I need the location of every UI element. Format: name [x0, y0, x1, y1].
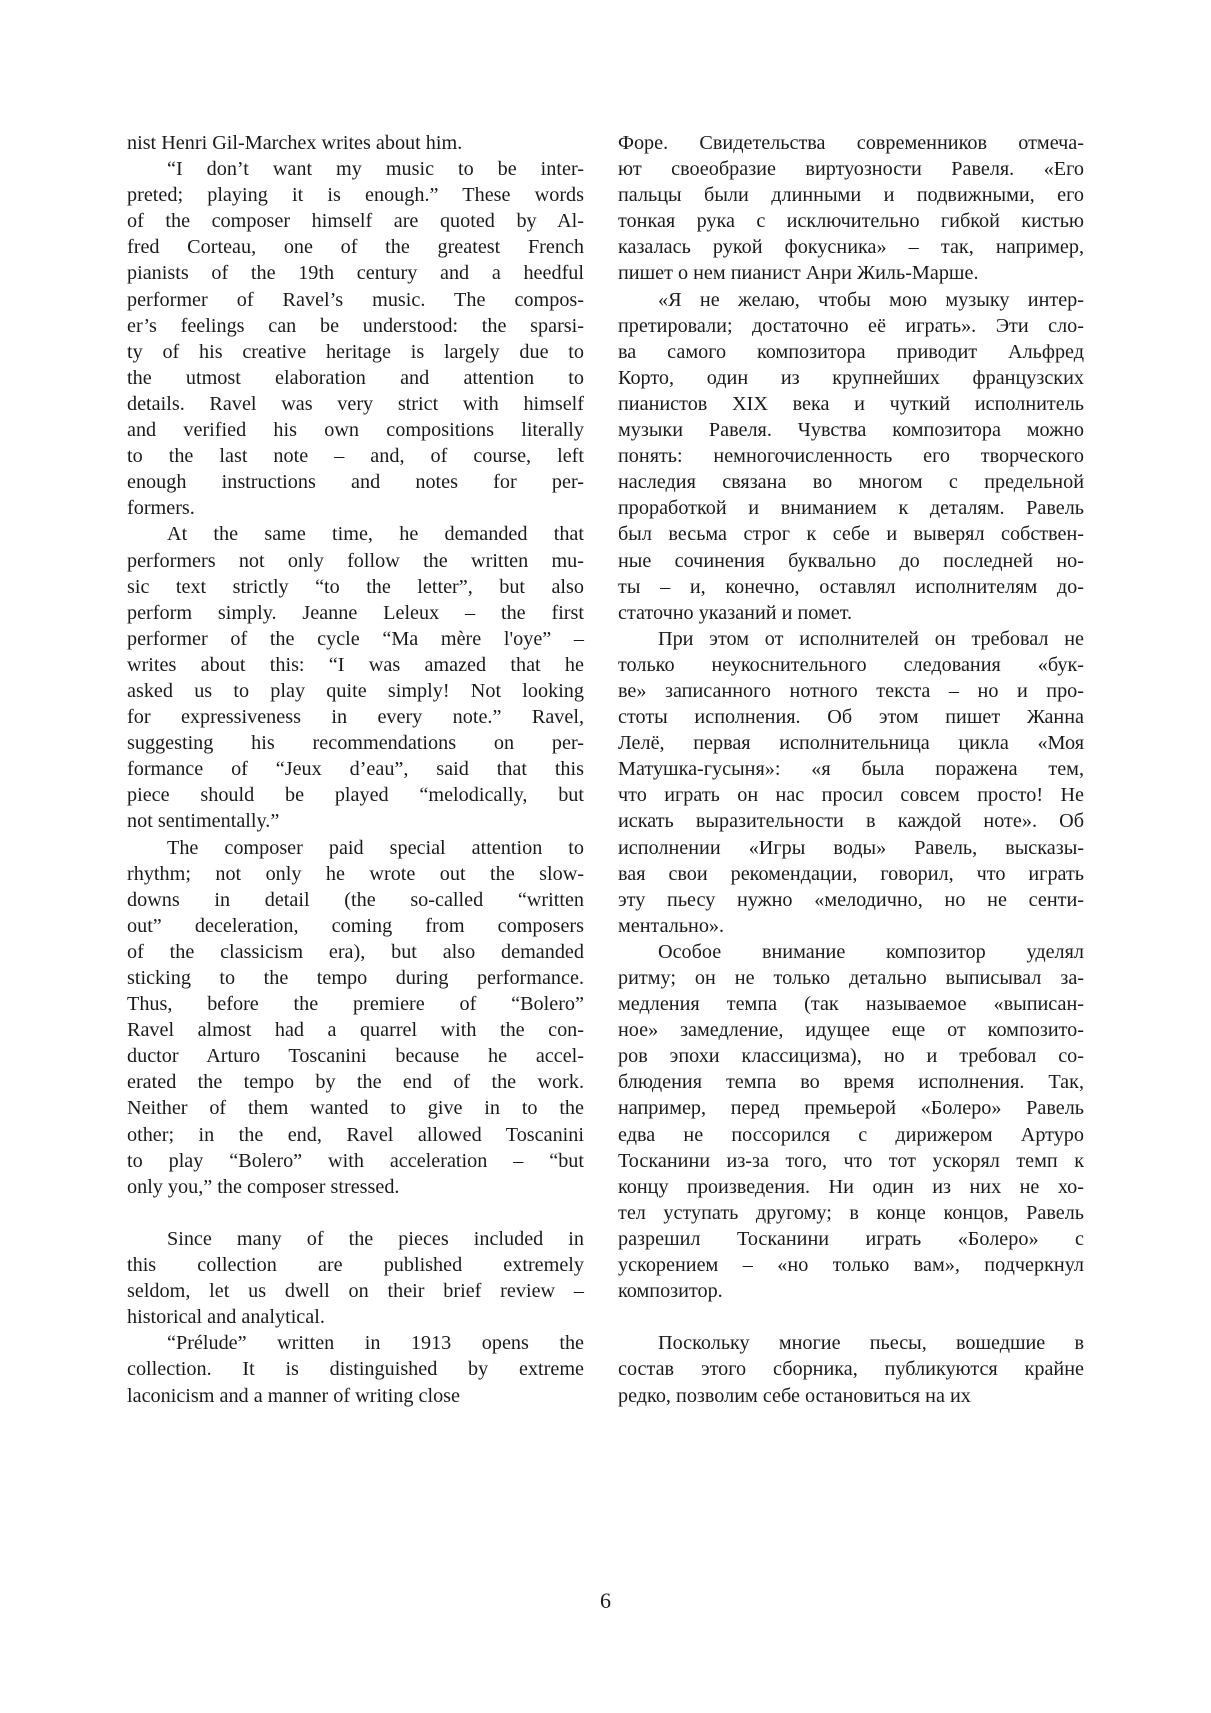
- text-line: был весьма строг к себе и выверял собствен-: [618, 523, 1084, 546]
- text-line: details. Ravel was very strict with himself: [127, 392, 584, 415]
- paragraph: [618, 626, 1084, 939]
- text-line: only you,” the composer stressed.: [127, 1175, 400, 1198]
- text-line: erated the tempo by the end of the work.: [127, 1071, 584, 1094]
- text-line: and verified his own compositions literally: [127, 419, 584, 442]
- text-line: что играть он нас просил совсем просто! Не: [618, 784, 1084, 807]
- text-line: ные сочинения буквально до последней но-: [618, 549, 1084, 572]
- text-line: «Я не желаю, чтобы мою музыку интер-: [658, 288, 1084, 311]
- text-line: out” deceleration, coming from composers: [127, 914, 584, 937]
- text-line: ве» записанного нотного текста – но и про-: [618, 679, 1084, 702]
- text-line: Тосканини из-за того, что тот ускорял темп к: [618, 1149, 1084, 1172]
- paragraph: [618, 939, 1084, 1304]
- text-line: ритму; он не только детально выписывал за-: [618, 967, 1084, 989]
- text-line: other; in the end, Ravel allowed Toscanini: [127, 1123, 584, 1146]
- text-line: медления темпа (так называемое «выписан-: [618, 993, 1084, 1016]
- text-line: редко, позволим себе остановиться на их: [618, 1384, 971, 1407]
- text-line: Особое внимание композитор уделял: [658, 940, 1084, 963]
- paragraph: [127, 835, 584, 1200]
- text-line: formers.: [127, 497, 195, 520]
- text-line: to the last note – and, of course, left: [127, 445, 584, 468]
- text-line: ментально».: [618, 914, 725, 937]
- text-line: блюдения темпа во время исполнения. Так,: [618, 1071, 1084, 1094]
- text-line: “I don’t want my music to be inter-: [167, 158, 584, 181]
- text-line: the utmost elaboration and attention to: [127, 366, 584, 389]
- text-line: композитор.: [618, 1280, 723, 1303]
- page-number: 6: [600, 1588, 611, 1613]
- text-line: collection. It is distinguished by extreme: [127, 1358, 584, 1381]
- paragraph: [127, 1226, 584, 1330]
- text-line: rhythm; not only he wrote out the slow-: [127, 862, 584, 885]
- text-line: writes about this: “I was amazed that he: [127, 653, 584, 676]
- paragraph: [618, 287, 1084, 626]
- text-line: The composer paid special attention to: [167, 836, 584, 859]
- text-line: for expressiveness in every note.” Ravel,: [127, 706, 584, 729]
- paragraph: [618, 130, 1084, 287]
- text-line: например, перед премьерой «Болеро» Равель: [618, 1097, 1084, 1120]
- text-line: performer of the cycle “Ma mère l'oye” –: [127, 627, 584, 650]
- text-line: er’s feelings can be understood: the sparsi-: [127, 314, 584, 337]
- text-line: of the classicism era), but also demanded: [127, 940, 584, 963]
- text-line: to play “Bolero” with acceleration – “but: [127, 1149, 584, 1172]
- text-line: historical and analytical.: [127, 1306, 325, 1329]
- text-line: downs in detail (the so-called “written: [127, 888, 584, 911]
- text-line: performers not only follow the written mu-: [127, 549, 584, 572]
- text-line: ductor Arturo Toscanini because he accel-: [127, 1045, 584, 1068]
- paragraph: [127, 521, 584, 834]
- text-line: казалась рукой фокусника» – так, например,: [618, 236, 1084, 259]
- text-line: тел уступать другому; в конце концов, Равель: [618, 1201, 1084, 1224]
- text-line: Корто, один из крупнейших французских: [618, 366, 1084, 389]
- text-line: laconicism and a manner of writing close: [127, 1384, 460, 1407]
- text-line: performer of Ravel’s music. The compos-: [127, 288, 584, 311]
- text-line: ров эпохи классицизма), но и требовал со-: [618, 1045, 1084, 1068]
- text-line: not sentimentally.”: [127, 810, 280, 833]
- text-line: enough instructions and notes for per-: [127, 471, 584, 494]
- text-line: Поскольку многие пьесы, вошедшие в: [658, 1332, 1084, 1355]
- text-line: проработкой и вниманием к деталям. Равель: [618, 497, 1084, 520]
- paragraph: [127, 130, 584, 156]
- text-line: “Prélude” written in 1913 opens the: [167, 1332, 584, 1355]
- paragraph: [127, 156, 584, 521]
- text-line: стоты исполнения. Об этом пишет Жанна: [618, 706, 1084, 729]
- text-line: разрешил Тосканини играть «Болеро» с: [618, 1227, 1084, 1250]
- paragraph: [127, 1330, 584, 1408]
- text-line: At the same time, he demanded that: [167, 523, 584, 546]
- text-line: this collection are published extremely: [127, 1254, 584, 1277]
- text-line: претировали; достаточно её играть». Эти сло-: [618, 314, 1084, 337]
- text-line: asked us to play quite simply! Not looking: [127, 679, 584, 702]
- text-line: наследия связана во многом с предельной: [618, 471, 1084, 494]
- text-line: Матушка-гусыня»: «я была поражена тем,: [618, 758, 1084, 781]
- text-line: Since many of the pieces included in: [167, 1227, 584, 1250]
- text-line: formance of “Jeux d’eau”, said that this: [127, 758, 584, 781]
- text-line: fred Corteau, one of the greatest French: [127, 236, 584, 259]
- text-line: sic text strictly “to the letter”, but also: [127, 575, 584, 598]
- text-line: Лелё, первая исполнительница цикла «Моя: [618, 732, 1084, 755]
- text-line: piece should be played “melodically, but: [127, 784, 584, 807]
- text-line: perform simply. Jeanne Leleux – the first: [127, 601, 584, 624]
- paragraph-gap: [618, 1304, 1084, 1330]
- text-line: концу произведения. Ни один из них не хо-: [618, 1175, 1084, 1198]
- text-line: пишет о нем пианист Анри Жиль-Марше.: [618, 262, 979, 285]
- text-line: тонкая рука с исключительно гибкой кистью: [618, 210, 1084, 233]
- text-line: Форе. Свидетельства современников отмеча-: [618, 132, 1084, 154]
- text-line: вая свои рекомендации, говорил, что играть: [618, 862, 1084, 885]
- text-line: пальцы были длинными и подвижными, его: [618, 184, 1084, 207]
- text-line: nist Henri Gil-Marchex writes about him.: [127, 132, 463, 154]
- text-line: sticking to the tempo during performance.: [127, 967, 584, 989]
- text-line: При этом от исполнителей он требовал не: [658, 627, 1084, 650]
- text-line: состав этого сборника, публикуются крайне: [618, 1358, 1084, 1381]
- text-line: ускорением – «но только вам», подчеркнул: [618, 1254, 1084, 1277]
- paragraph: [618, 1330, 1084, 1408]
- text-line: Thus, before the premiere of “Bolero”: [127, 993, 584, 1016]
- paragraph-gap: [127, 1200, 584, 1226]
- text-line: музыки Равеля. Чувства композитора можно: [618, 419, 1084, 442]
- text-line: пианистов XIX века и чуткий исполнитель: [618, 392, 1084, 415]
- text-line: seldom, let us dwell on their brief review –: [127, 1280, 584, 1303]
- text-line: suggesting his recommendations on per-: [127, 732, 584, 755]
- text-line: ное» замедление, идущее еще от композито-: [618, 1019, 1084, 1042]
- english-column: [127, 130, 584, 1409]
- text-line: статочно указаний и помет.: [618, 601, 853, 624]
- text-line: едва не поссорился с дирижером Артуро: [618, 1123, 1084, 1146]
- text-line: искать выразительности в каждой ноте». Об: [618, 810, 1084, 833]
- text-line: Neither of them wanted to give in to the: [127, 1097, 584, 1120]
- text-line: pianists of the 19th century and a heedful: [127, 262, 584, 285]
- russian-column: [618, 130, 1084, 1409]
- text-line: ty of his creative heritage is largely due to: [127, 340, 584, 363]
- text-line: эту пьесу нужно «мелодично, но не сенти-: [618, 888, 1084, 911]
- text-line: только неукоснительного следования «бук-: [618, 653, 1084, 676]
- text-line: ва самого композитора приводит Альфред: [618, 340, 1084, 363]
- text-line: исполнении «Игры воды» Равель, высказы-: [618, 836, 1084, 859]
- text-line: понять: немногочисленность его творческого: [618, 445, 1084, 468]
- text-line: preted; playing it is enough.” These words: [127, 184, 584, 207]
- text-line: ты – и, конечно, оставлял исполнителям до-: [618, 575, 1084, 598]
- text-line: of the composer himself are quoted by Al-: [127, 210, 584, 233]
- text-line: ют своеобразие виртуозности Равеля. «Его: [618, 158, 1084, 181]
- text-line: Ravel almost had a quarrel with the con-: [127, 1019, 584, 1042]
